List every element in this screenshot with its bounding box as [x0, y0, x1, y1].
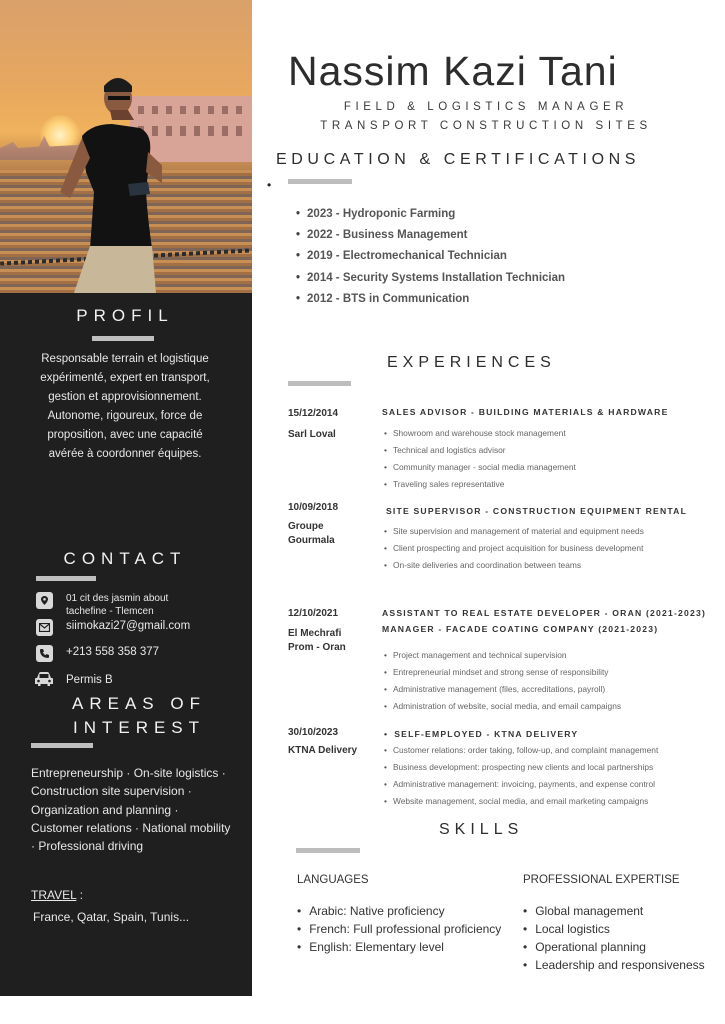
job-title-line1: FIELD & LOGISTICS MANAGER	[343, 101, 629, 113]
job-bullet: • Website management, social media, and email marketing campaigns	[384, 793, 658, 810]
car-icon	[34, 671, 54, 688]
job-bullets	[384, 742, 658, 810]
contact-license	[34, 671, 113, 688]
language-item: • French: Full professional proficiency	[297, 920, 501, 938]
contact-email[interactable]	[36, 619, 190, 636]
expertise-item: • Global management	[523, 902, 705, 920]
candidate-name: Nassim Kazi Tani	[288, 48, 618, 94]
job-date: 10/09/2018	[288, 502, 339, 513]
experiences-divider	[288, 381, 351, 386]
contact-title: CONTACT	[63, 549, 187, 568]
education-item: • 2023 - Hydroponic Farming	[296, 204, 565, 225]
interests-divider	[31, 743, 93, 748]
profile-photo	[0, 0, 252, 293]
job-bullet: • Technical and logistics advisor	[384, 442, 576, 459]
job-bullet: • Site supervision and management of material and equipment needs	[384, 523, 644, 540]
travel-label-colon: :	[76, 888, 84, 902]
contact-divider	[36, 576, 96, 581]
skills-title: SKILLS	[439, 821, 524, 838]
job-role: SALES ADVISOR - BUILDING MATERIALS & HARDWARE	[382, 407, 669, 417]
phone-text[interactable]: +213 558 358 377	[66, 646, 160, 658]
job-company-line2: Gourmala	[288, 535, 335, 546]
education-divider	[288, 179, 352, 184]
job-bullet: • Administrative management: invoicing, payments, and expense control	[384, 776, 658, 793]
sidebar	[0, 0, 252, 996]
job-bullet: • Traveling sales representative	[384, 476, 576, 493]
person-silhouette	[52, 72, 162, 293]
profile-title: PROFIL	[76, 306, 174, 325]
job-bullet: • Project management and technical supervision	[384, 647, 621, 664]
expertise-list	[523, 902, 705, 974]
job-date: 30/10/2023	[288, 727, 339, 738]
license-text: Permis B	[66, 674, 113, 686]
job-bullet: • Showroom and warehouse stock management	[384, 425, 576, 442]
education-item: • 2012 - BTS in Communication	[296, 289, 565, 310]
job-company-line2: Prom - Oran	[288, 642, 346, 653]
job-title-line2: TRANSPORT CONSTRUCTION SITES	[320, 120, 652, 132]
travel-value: France, Qatar, Spain, Tunis...	[33, 910, 190, 924]
expertise-item: • Operational planning	[523, 938, 705, 956]
job-role-line1: ASSISTANT TO REAL ESTATE DEVELOPER - ORAN (2021-2023)	[382, 608, 707, 618]
job-bullet: • On-site deliveries and coordination between teams	[384, 557, 644, 574]
job-company: KTNA Delivery	[288, 745, 358, 756]
job-bullet: • Business development: prospecting new clients and local partnerships	[384, 759, 658, 776]
languages-list	[297, 902, 501, 956]
interests-title-line1: AREAS OF	[72, 694, 206, 713]
mail-icon	[36, 619, 53, 636]
job-bullets	[384, 425, 576, 493]
email-text[interactable]: siimokazi27@gmail.com	[66, 620, 191, 632]
contact-address	[36, 592, 186, 618]
job-role-text: SELF-EMPLOYED - KTNA DELIVERY	[394, 729, 579, 739]
job-bullets	[384, 523, 644, 574]
job-bullet: • Customer relations: order taking, follow-up, and complaint management	[384, 742, 658, 759]
expertise-item: • Leadership and responsiveness	[523, 956, 705, 974]
language-item: • Arabic: Native proficiency	[297, 902, 501, 920]
experiences-title: EXPERIENCES	[387, 354, 556, 371]
bullet-dot: •	[267, 178, 272, 192]
job-bullet: • Community manager - social media management	[384, 459, 576, 476]
profile-text: Responsable terrain et logistique expérimenté, expert en transport, gestion et approvisionnement. Autonome, rigoureux, force de proposition, avec une capacité avérée à coordonner équipes.	[40, 353, 210, 460]
interests-text: Entrepreneurship · On-site logistics · Construction site supervision · Organization and planning · Customer relations · National mobility · Professional driving	[31, 766, 231, 854]
education-item: • 2022 - Business Management	[296, 225, 565, 246]
map-pin-icon	[36, 592, 53, 609]
job-bullet: • Administration of website, social media, and email campaigns	[384, 698, 621, 715]
job-company: Sarl Loval	[288, 429, 336, 440]
job-role: SITE SUPERVISOR - CONSTRUCTION EQUIPMENT RENTAL	[386, 506, 688, 516]
job-bullet: • Entrepreneurial mindset and strong sense of responsibility	[384, 664, 621, 681]
languages-title: LANGUAGES	[297, 874, 369, 886]
travel-label-text: TRAVEL	[31, 888, 77, 902]
phone-icon	[36, 645, 53, 662]
language-item: • English: Elementary level	[297, 938, 501, 956]
job-role-line2: MANAGER - FACADE COATING COMPANY (2021-2023)	[382, 624, 659, 634]
interests-title-line2: INTEREST	[72, 718, 206, 737]
expertise-title: PROFESSIONAL EXPERTISE	[523, 874, 680, 886]
job-company-line1: El Mechrafi	[288, 628, 342, 639]
job-bullet: • Administrative management (files, accreditations, payroll)	[384, 681, 621, 698]
job-date: 12/10/2021	[288, 608, 339, 619]
job-bullet: • Client prospecting and project acquisition for business development	[384, 540, 644, 557]
skills-divider	[296, 848, 360, 853]
education-title: EDUCATION & CERTIFICATIONS	[276, 151, 641, 168]
address-text: 01 cit des jasmin about tachefine - Tlemcen	[66, 593, 169, 617]
education-list	[296, 204, 565, 310]
job-company-line1: Groupe	[288, 521, 324, 532]
job-date: 15/12/2014	[288, 408, 339, 419]
education-item: • 2014 - Security Systems Installation Technician	[296, 268, 565, 289]
job-role: • SELF-EMPLOYED - KTNA DELIVERY	[384, 729, 579, 739]
contact-phone[interactable]	[36, 645, 159, 662]
education-item: • 2019 - Electromechanical Technician	[296, 246, 565, 267]
travel-label	[31, 888, 83, 902]
expertise-item: • Local logistics	[523, 920, 705, 938]
profile-divider	[92, 336, 154, 341]
job-bullets	[384, 647, 621, 715]
